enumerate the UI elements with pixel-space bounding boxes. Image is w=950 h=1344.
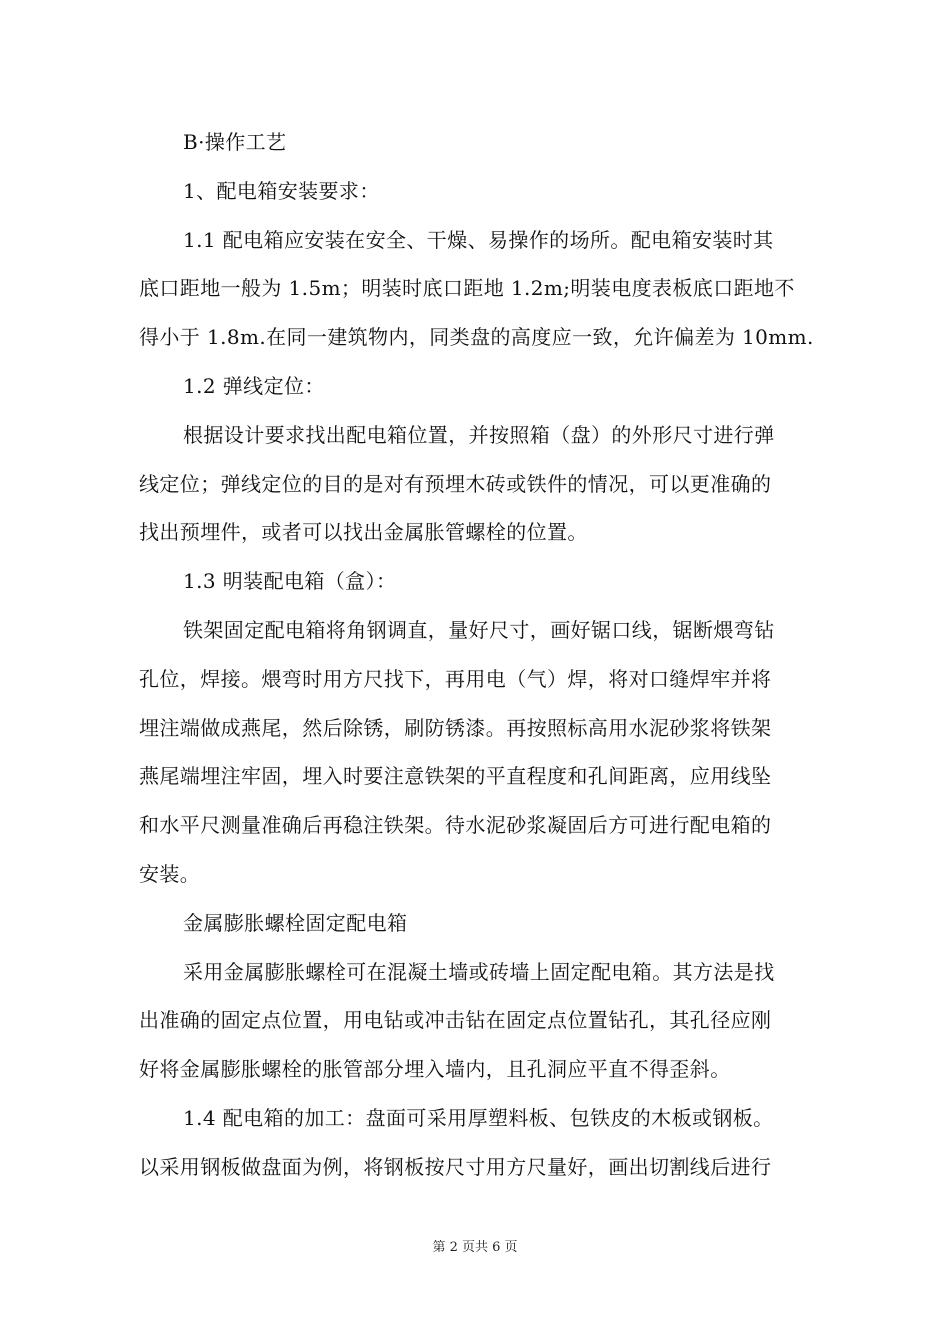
text-line: 以采用钢板做盘面为例，将钢板按尺寸用方尺量好，画出切割线后进行 xyxy=(139,1154,772,1179)
document-body xyxy=(139,118,819,1192)
page-footer: 第 2 页共 6 页 xyxy=(432,1240,518,1255)
text-line: B·操作工艺 xyxy=(183,130,287,154)
text-line: 好将金属膨胀螺栓的胀管部分埋入墙内，且孔洞应平直不得歪斜。 xyxy=(139,1057,731,1082)
text-line: 1.3 明装配电箱（盒）： xyxy=(183,569,397,594)
text-line: 埋注端做成燕尾，然后除锈，刷防锈漆。再按照标高用水泥砂浆将铁架 xyxy=(139,715,772,740)
text-line: 金属膨胀螺栓固定配电箱 xyxy=(183,910,408,935)
text-line: 燕尾端埋注牢固，埋入时要注意铁架的平直程度和孔间距离，应用线坠 xyxy=(139,764,772,789)
text-line: 根据设计要求找出配电箱位置，并按照箱（盘）的外形尺寸进行弹 xyxy=(183,422,775,447)
text-line: 找出预埋件，或者可以找出金属胀管螺栓的位置。 xyxy=(139,520,588,545)
text-line: 1、配电箱安装要求： xyxy=(183,178,380,203)
text-line: 铁架固定配电箱将角钢调直，量好尺寸，画好锯口线，锯断煨弯钻 xyxy=(183,617,775,642)
text-line: 得小于 1.8m.在同一建筑物内，同类盘的高度应一致，允许偏差为 10mm. xyxy=(139,325,814,350)
text-line: 孔位，焊接。煨弯时用方尺找下，再用电（气）焊，将对口缝焊牢并将 xyxy=(139,666,772,691)
text-line: 1.2 弹线定位： xyxy=(183,373,325,398)
text-line: 线定位；弹线定位的目的是对有预埋木砖或铁件的情况，可以更准确的 xyxy=(139,471,772,496)
text-line: 和水平尺测量准确后再稳注铁架。待水泥砂浆凝固后方可进行配电箱的 xyxy=(139,813,772,838)
text-line: 采用金属膨胀螺栓可在混凝土墙或砖墙上固定配电箱。其方法是找 xyxy=(183,959,775,984)
text-line: 1.1 配电箱应安装在安全、干燥、易操作的场所。配电箱安装时其 xyxy=(183,227,774,252)
text-line: 底口距地一般为 1.5m；明装时底口距地 1.2m;明装电度表板底口距地不 xyxy=(139,276,795,301)
text-line: 出准确的固定点位置，用电钻或冲击钻在固定点位置钻孔，其孔径应刚 xyxy=(139,1008,772,1033)
text-line: 1.4 配电箱的加工：盘面可采用厚塑料板、包铁皮的木板或钢板。 xyxy=(183,1105,774,1130)
text-line: 安装。 xyxy=(139,861,201,886)
